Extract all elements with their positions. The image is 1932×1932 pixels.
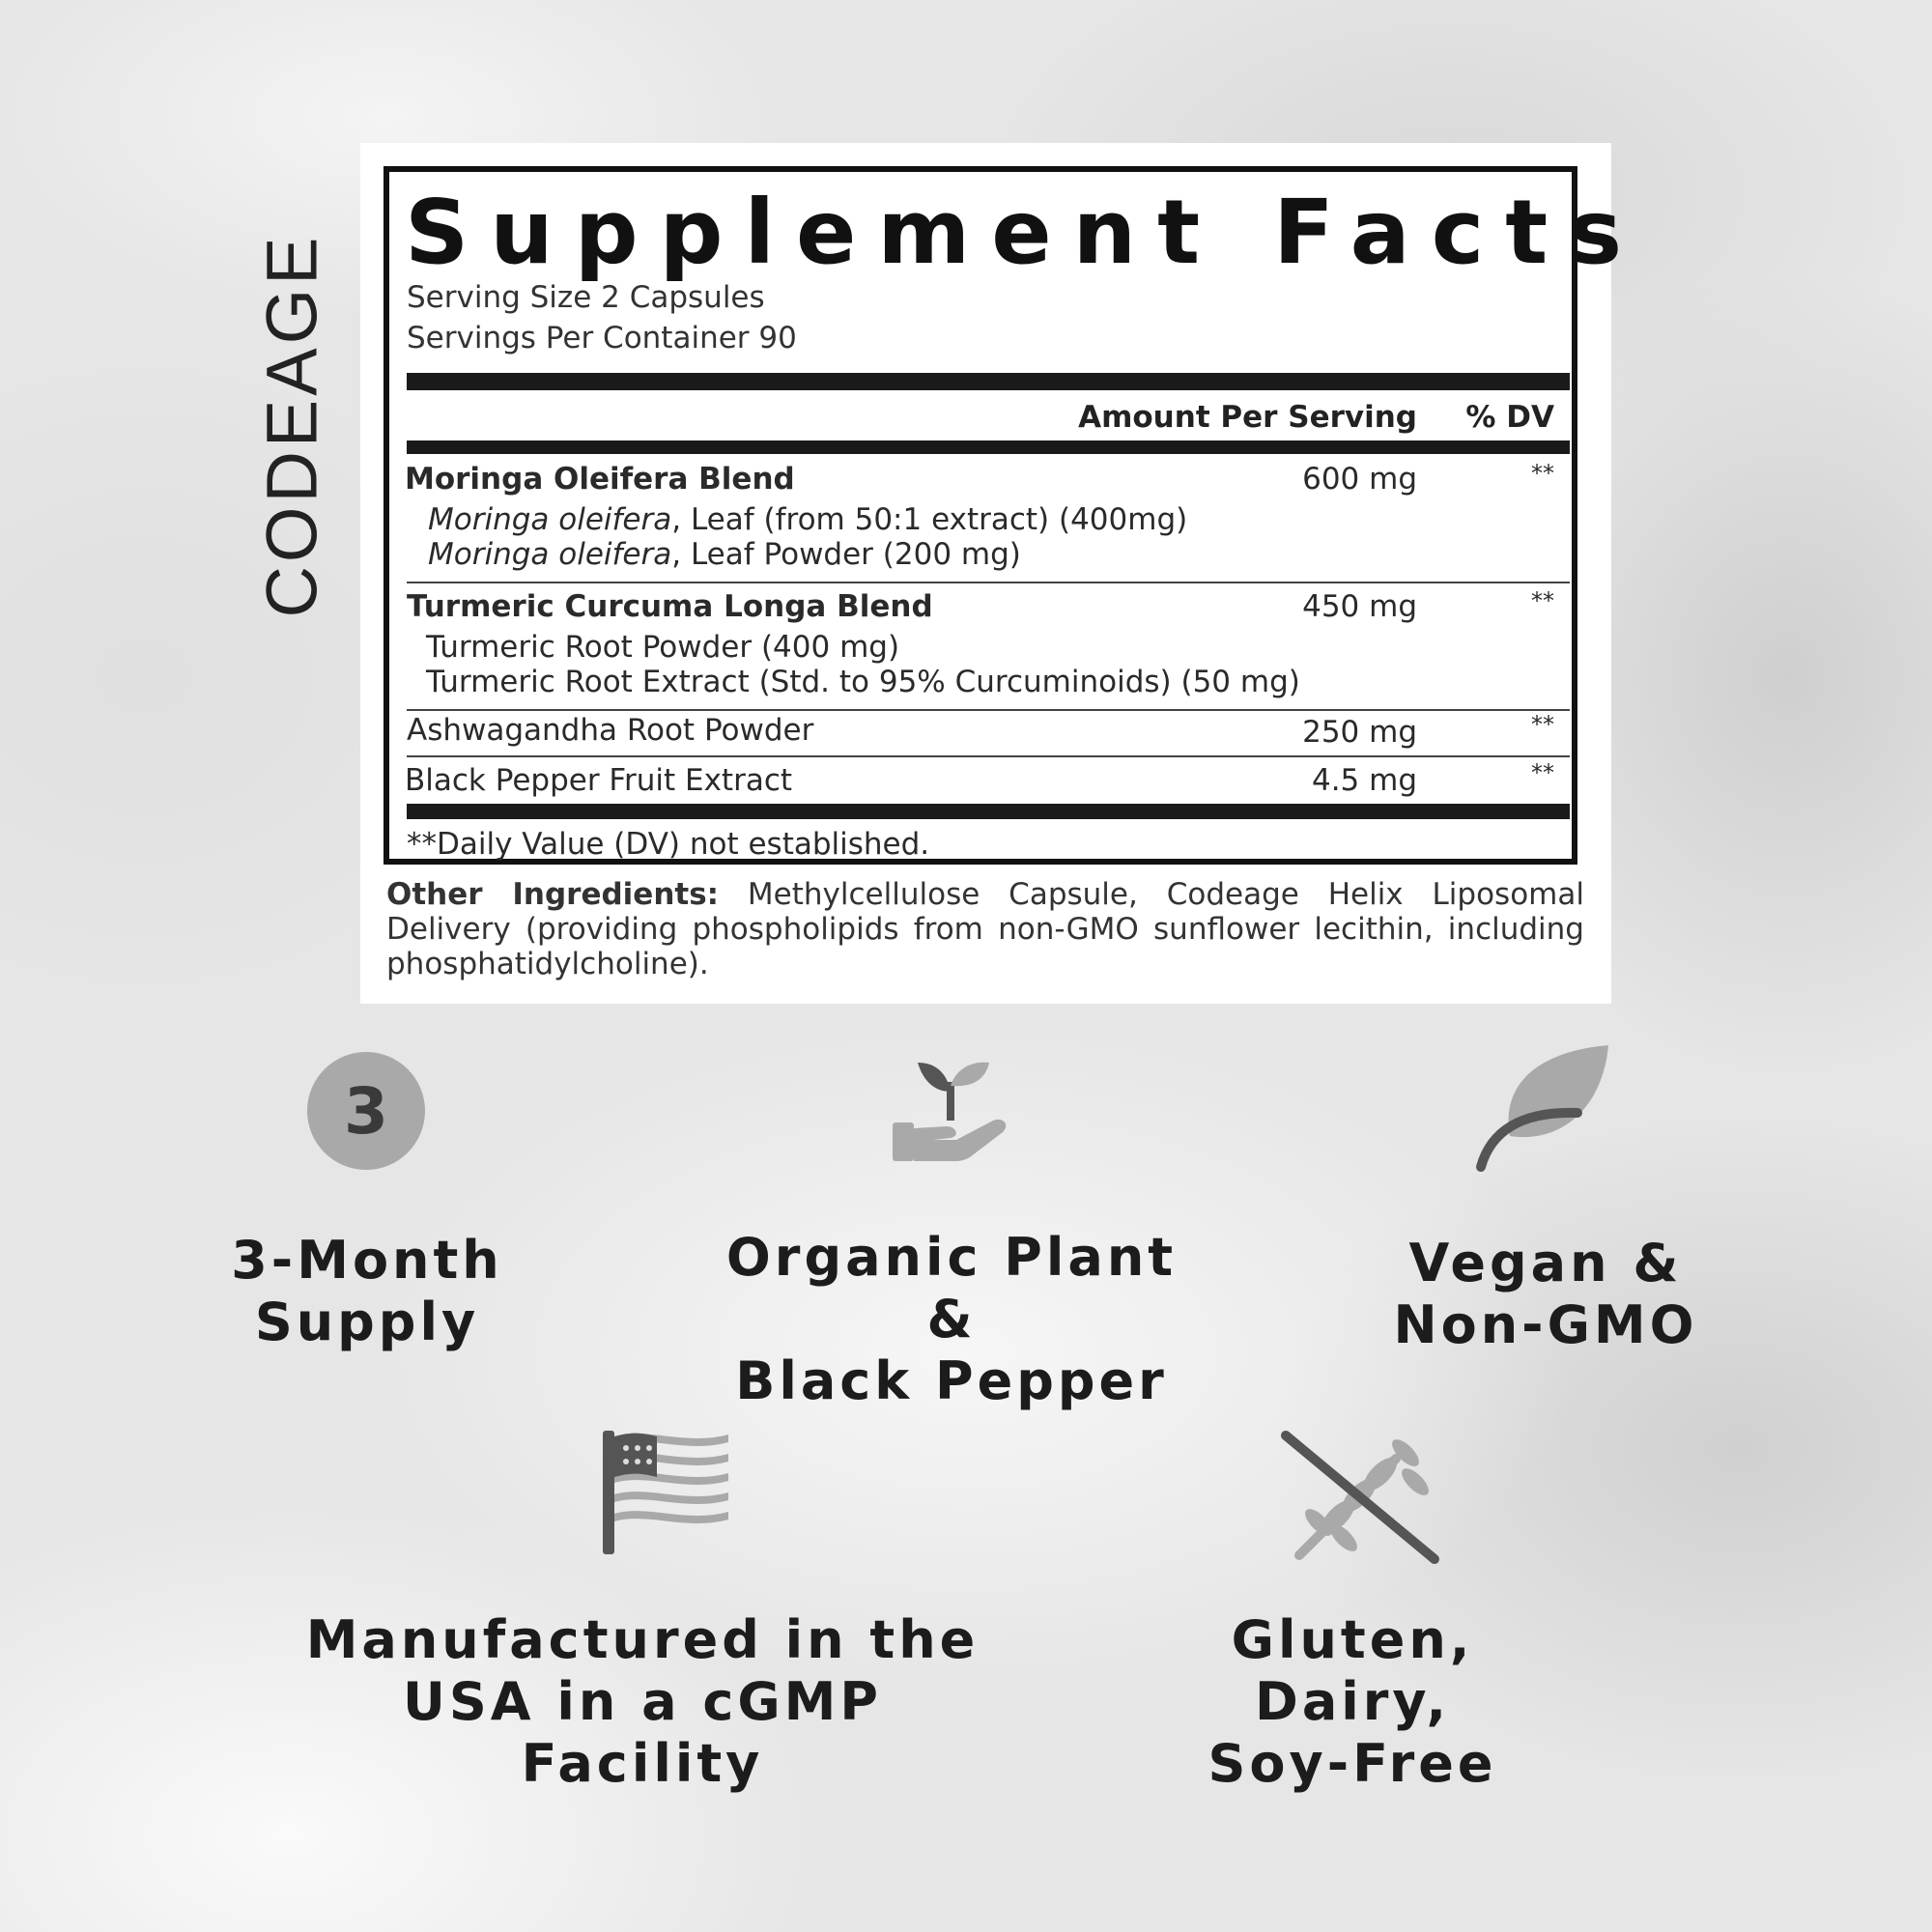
feature-vegan-text: Vegan & Non-GMO [1393,1233,1698,1355]
servings-per-container: Servings Per Container 90 [407,321,797,355]
sub-ingredient-detail: Turmeric Root Powder (400 mg) [426,630,900,665]
ingredient-name: Ashwagandha Root Powder [407,713,814,748]
dv-footnote: **Daily Value (DV) not established. [407,827,930,862]
thick-divider [407,373,1570,390]
brand-name: CODEAGE [251,232,332,618]
ingredient-amount: 600 mg [1302,462,1417,497]
row-divider [407,709,1570,711]
ingredient-name: Turmeric Curcuma Longa Blend [407,589,933,624]
number-3-circle-icon [307,1052,425,1170]
ingredient-dv: ** [1531,759,1554,786]
usa-flag-icon [599,1427,734,1557]
ingredient-dv: ** [1531,587,1554,614]
ingredient-name: Black Pepper Fruit Extract [405,763,793,798]
other-ingredients-label: Other Ingredients: [386,877,720,912]
leaf-icon [1473,1043,1618,1174]
ingredient-amount: 4.5 mg [1311,763,1417,798]
ingredient-dv: ** [1531,460,1554,487]
sub-ingredient [428,537,1021,572]
other-ingredients [386,877,1584,981]
sub-ingredient-latin: Moringa oleifera [428,537,672,572]
no-wheat-icon [1280,1430,1444,1565]
brand-logo [253,208,330,642]
feature-usa-text: Manufactured in the USA in a cGMP Facility [305,1609,980,1794]
supplement-facts-panel [384,166,1643,865]
row-divider [407,755,1570,757]
row-divider [407,582,1570,583]
sub-ingredient [426,630,899,665]
feature-supply-text: 3-Month Supply [231,1230,503,1352]
ingredient-dv: ** [1531,711,1554,738]
medium-divider [407,440,1570,454]
sub-ingredient-detail: , Leaf Powder (200 mg) [671,537,1021,572]
dv-header: % DV [1465,400,1554,435]
sub-ingredient-detail: Turmeric Root Extract (Std. to 95% Curcuminoids) (50 mg) [426,665,1300,699]
ingredient-amount: 250 mg [1302,715,1417,750]
plant-in-hand-icon [889,1053,1012,1169]
sub-ingredient [428,502,1187,537]
circle-number: 3 [344,1073,388,1149]
supplement-label [360,143,1643,1004]
feature-organic-text: Organic Plant & Black Pepper [725,1227,1178,1411]
feature-allergen-free-text: Gluten, Dairy, Soy-Free [1208,1609,1497,1794]
sub-ingredient [426,665,1300,699]
ingredient-amount: 450 mg [1302,589,1417,624]
facts-title: Supplement Facts [405,181,1643,284]
thick-divider [407,804,1570,819]
other-ingredients-text: Methylcellulose Capsule, Codeage Helix Liposomal Delivery (providing phospholipids from non-GMO sunflower lecithin, including phosphatidylcholine). [386,877,1584,981]
ingredient-name: Moringa Oleifera Blend [405,462,795,497]
amount-per-serving-header: Amount Per Serving [1078,400,1417,435]
sub-ingredient-detail: , Leaf (from 50:1 extract) (400mg) [671,502,1188,537]
serving-size: Serving Size 2 Capsules [407,280,765,315]
sub-ingredient-latin: Moringa oleifera [428,502,672,537]
